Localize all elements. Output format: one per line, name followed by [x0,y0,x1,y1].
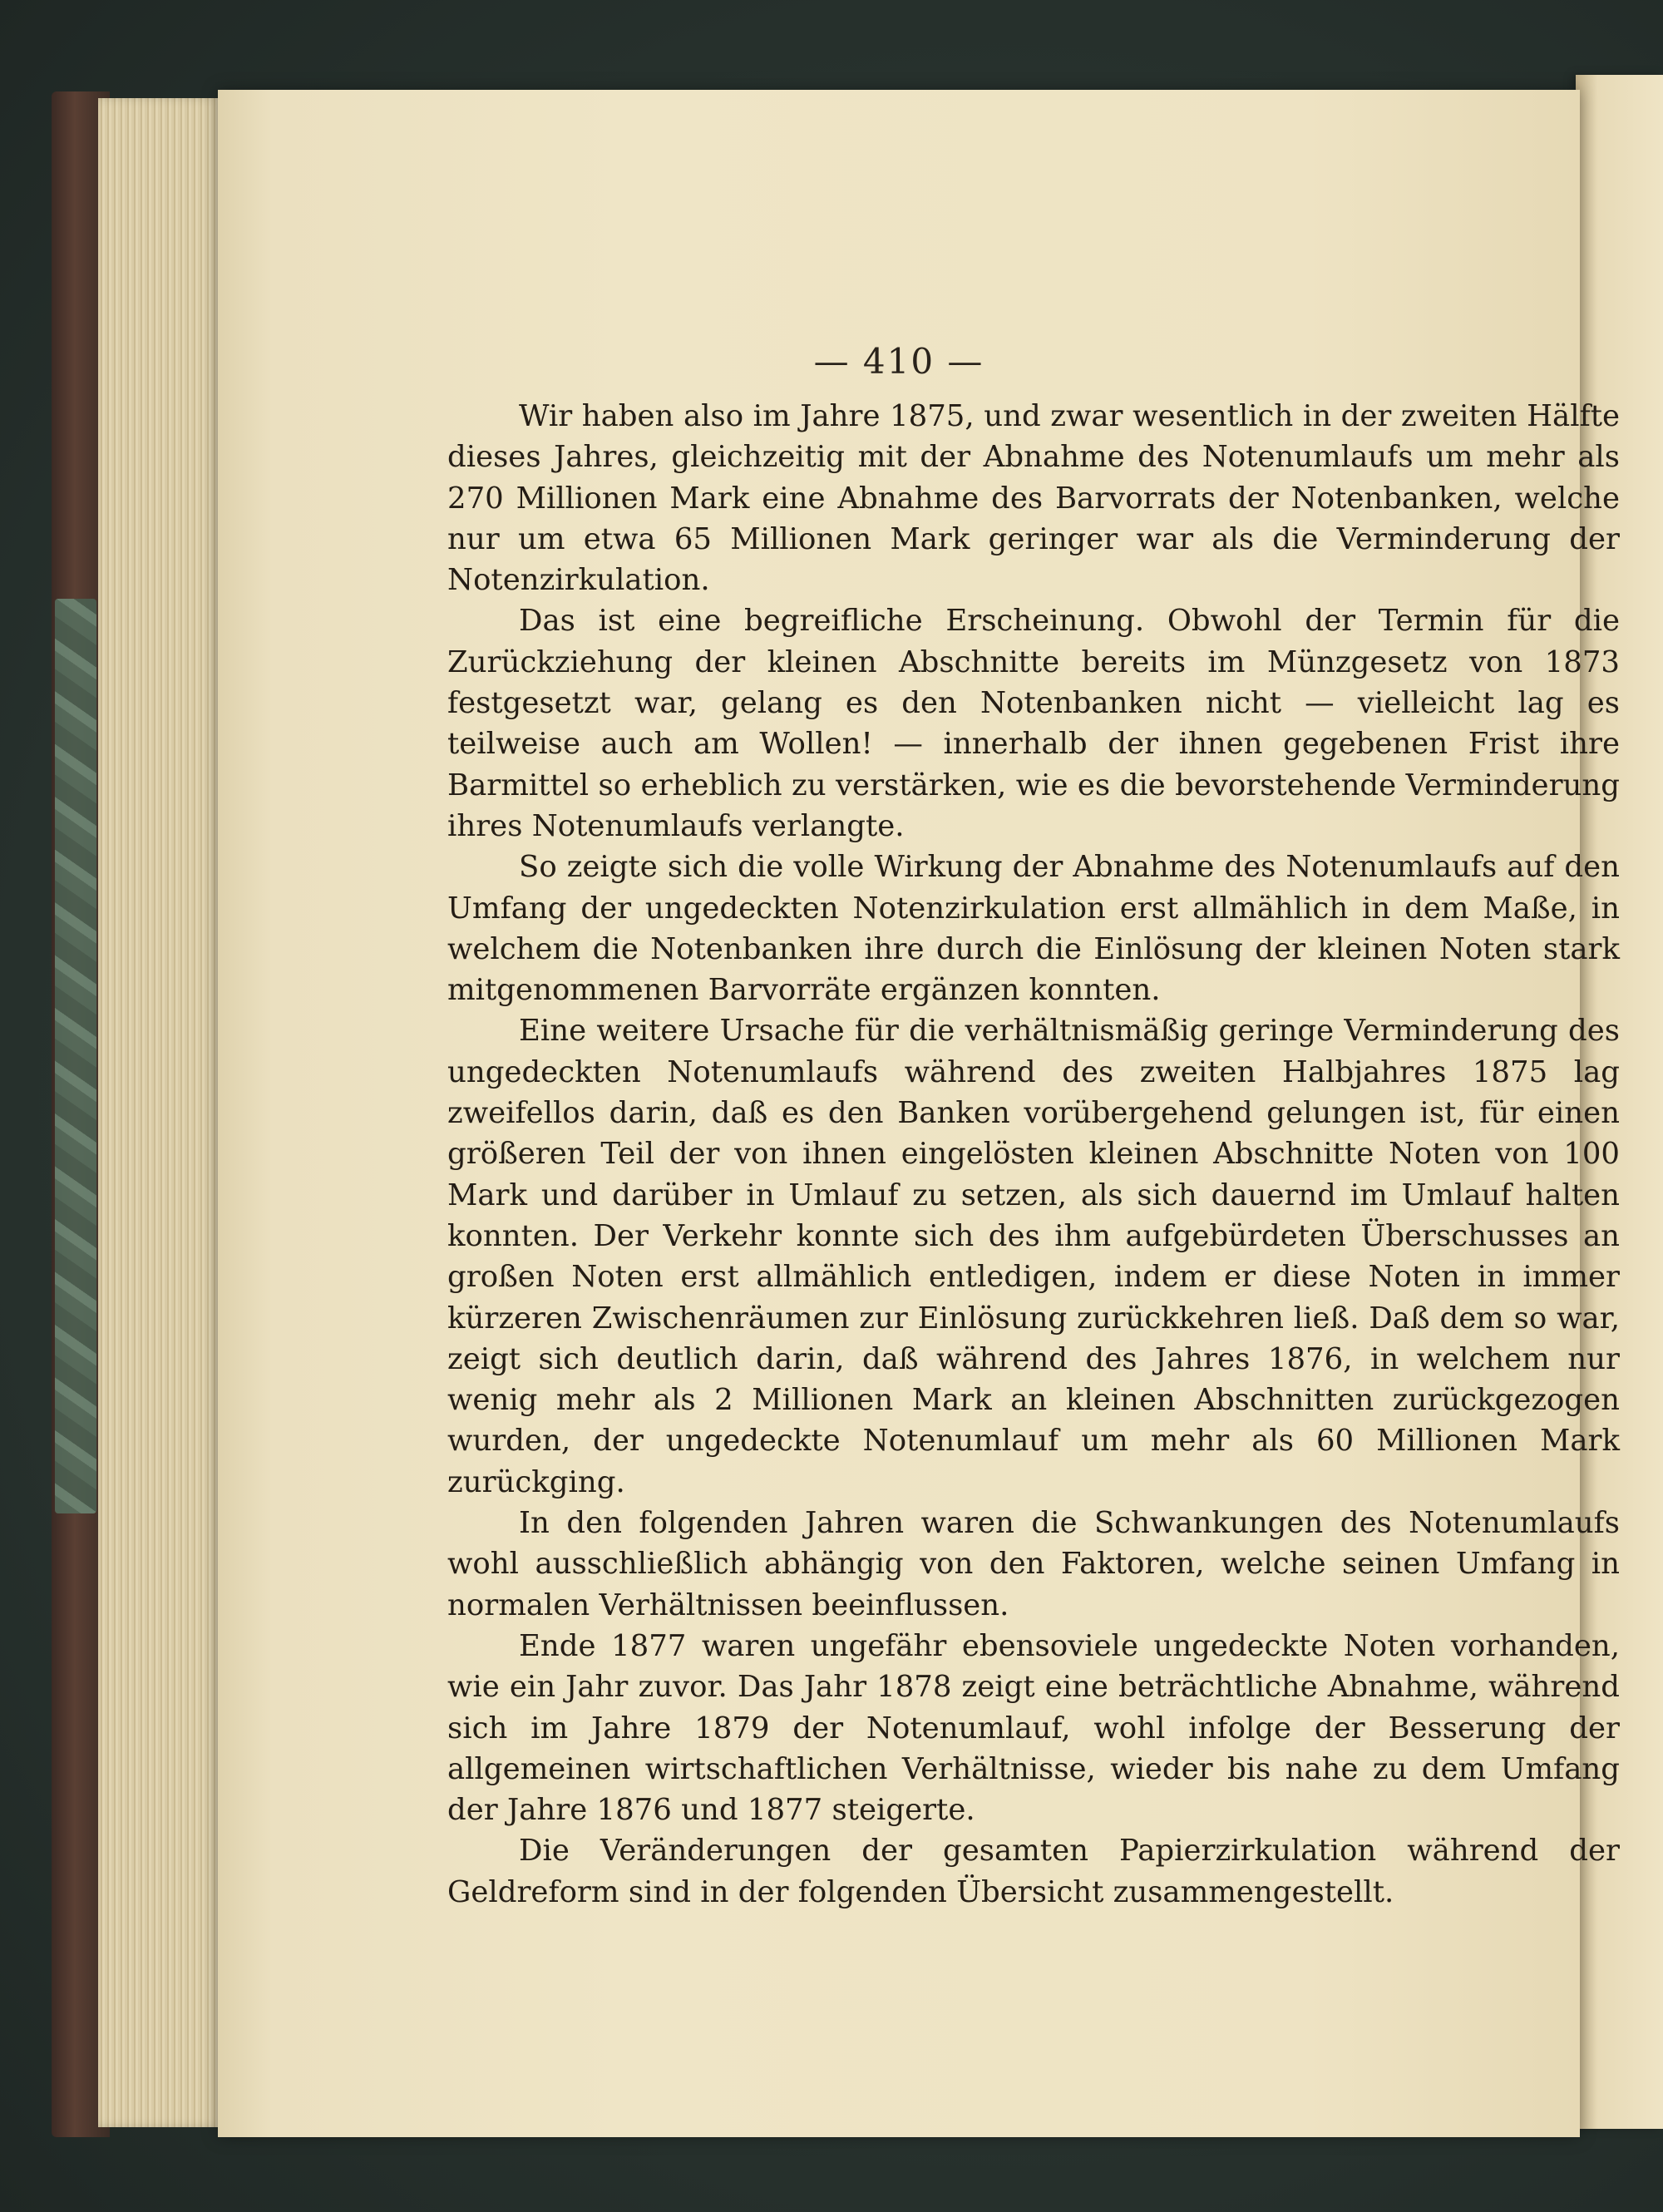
paragraph: Eine weitere Ursache für die verhältnismäßig geringe Verminderung des ungedeckten Notenumlaufs während des zweiten Halbjahres 1875 lag zweifellos darin, daß es den Banken vorübergehend gelungen ist, für einen größeren Teil der von ihnen eingelösten kleinen Abschnitte Noten von 100 Mark und darüber in Umlauf zu setzen, als sich dauernd im Umlauf halten konnten. Der Verkehr konnte sich des ihm aufgebürdeten Überschusses an großen Noten erst allmählich entledigen, indem er diese Noten in immer kürzeren Zwischenräumen zur Einlösung zurückkehren ließ. Daß dem so war, zeigt sich deutlich darin, daß während des Jahres 1876, in welchem nur wenig mehr als 2 Millionen Mark an kleinen Abschnitten zurückgezogen wurden, der ungedeckte Notenumlauf um mehr als 60 Millionen Mark zurückging. [447,1014,1620,1499]
paragraph: Ende 1877 waren ungefähr ebensoviele ungedeckte Noten vorhanden, wie ein Jahr zuvor. Das Jahr 1878 zeigt eine beträchtliche Abnahme, während sich im Jahre 1879 der Notenumlauf, wohl infolge der Besserung der allgemeinen wirtschaftlichen Verhältnisse, wieder bis nahe zu dem Umfang der Jahre 1876 und 1877 steigerte. [447,1628,1620,1828]
page-stack-edge [98,98,223,2127]
paragraph: In den folgenden Jahren waren die Schwankungen des Notenumlaufs wohl ausschließlich abhängig von den Faktoren, welche seinen Umfang in normalen Verhältnissen beeinflussen. [447,1506,1620,1622]
paragraph: Das ist eine begreifliche Erscheinung. Obwohl der Termin für die Zurückziehung der kleinen Abschnitte bereits im Münzgesetz von 1873 festgesetzt war, gelang es den Notenbanken nicht — vielleicht lag es teilweise auch am Wollen! — innerhalb der ihnen gegebenen Frist ihre Barmittel so erheblich zu verstärken, wie es die bevorstehende Verminderung ihres Notenumlaufs verlangte. [447,604,1620,843]
paragraph: Wir haben also im Jahre 1875, und zwar wesentlich in der zweiten Hälfte dieses Jahres, gleichzeitig mit der Abnahme des Notenumlaufs um mehr als 270 Millionen Mark eine Abnahme des Barvorrats der Notenbanken, welche nur um etwa 65 Millionen Mark geringer war als die Verminderung der Notenzirkulation. [447,399,1620,598]
body-text [447,396,1620,1913]
book-page [218,90,1620,2137]
marbled-cover-pattern [55,599,96,1513]
paragraph: Die Veränderungen der gesamten Papierzirkulation während der Geldreform sind in der folgenden Übersicht zusammengestellt. [447,1834,1620,1909]
page-number: — 410 — [813,341,984,382]
paragraph: So zeigte sich die volle Wirkung der Abnahme des Notenumlaufs auf den Umfang der ungedeckten Notenzirkulation erst allmählich in dem Maße, in welchem die Notenbanken ihre durch die Einlösung der kleinen Noten stark mitgenommenen Barvorräte ergänzen konnten. [447,850,1620,1008]
